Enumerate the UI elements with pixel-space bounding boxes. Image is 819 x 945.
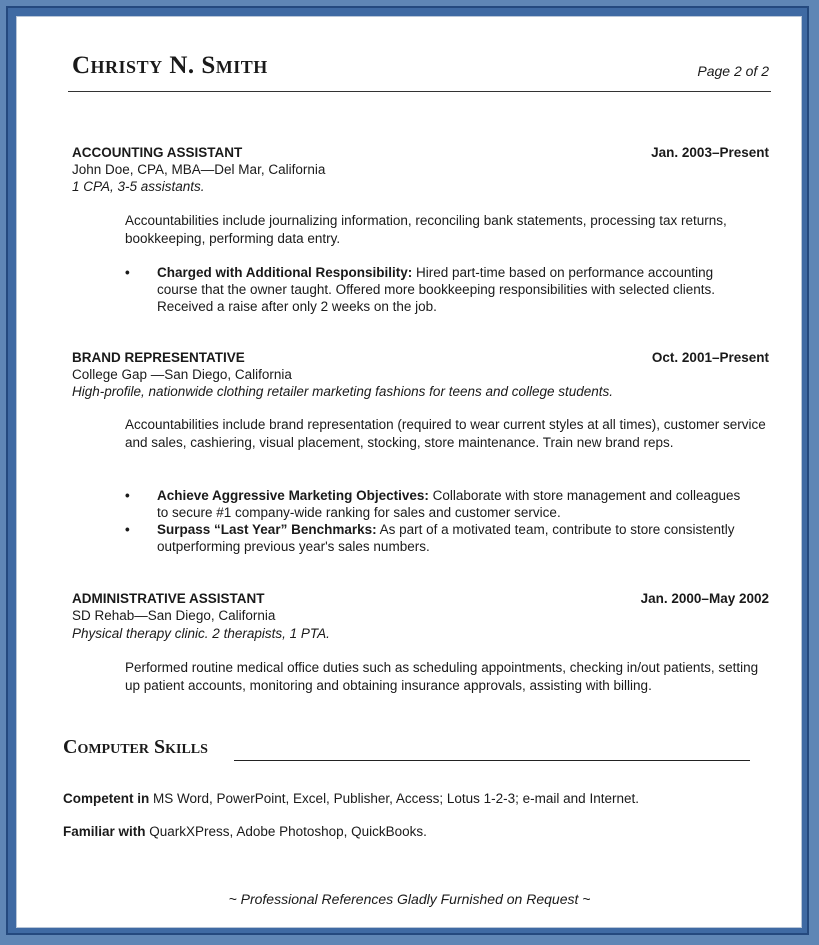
bullet-text: Collaborate with store management and colleagues to secure #1 company-wide ranking for sales and customer service. [157, 488, 741, 520]
job-title: BRAND REPRESENTATIVE [72, 350, 245, 365]
job-description: Performed routine medical office duties such as scheduling appointments, checking in/out patients, setting up patient accounts, monitoring and obtaining insurance approvals, assisting with billing. [125, 660, 759, 693]
header-divider [68, 91, 771, 92]
bullet-heading: Charged with Additional Responsibility: [157, 265, 413, 280]
skill-familiar [63, 824, 427, 839]
section-heading-computer-skills: Computer Skills [63, 736, 208, 758]
job-bullet [125, 521, 770, 557]
skill-competent [63, 791, 639, 806]
job-note: Physical therapy clinic. 2 therapists, 1 PTA. [72, 626, 330, 641]
bullet-icon: • [125, 265, 130, 280]
job-employer: SD Rehab—San Diego, California [72, 608, 276, 623]
skill-text: QuarkXPress, Adobe Photoshop, QuickBooks. [145, 824, 427, 839]
job-dates: Jan. 2000–May 2002 [640, 591, 769, 606]
skill-label: Familiar with [63, 824, 146, 839]
section-divider [234, 760, 750, 761]
page-number: Page 2 of 2 [697, 63, 769, 79]
candidate-name: Christy N. Smith [72, 52, 268, 79]
job-bullet [125, 264, 770, 318]
bullet-body [157, 264, 747, 315]
references-footer: ~ Professional References Gladly Furnished on Request ~ [228, 891, 591, 907]
bullet-text: Hired part-time based on performance accounting course that the owner taught. Offered more bookkeeping responsibilities with selected clients. Received a raise after only 2 weeks on the job. [157, 265, 716, 314]
job-dates: Jan. 2003–Present [651, 145, 769, 160]
bullet-text: As part of a motivated team, contribute to store consistently outperforming previous year's sales numbers. [157, 522, 735, 554]
job-description: Accountabilities include journalizing information, reconciling bank statements, processing tax returns, bookkeeping, performing data entry. [125, 213, 727, 246]
bullet-icon: • [125, 522, 130, 537]
job-title: ACCOUNTING ASSISTANT [72, 145, 243, 160]
job-employer: College Gap —San Diego, California [72, 367, 292, 382]
bullet-icon: • [125, 488, 130, 503]
job-description: Accountabilities include brand representation (required to wear current styles at all times), customer service and sales, cashiering, visual placement, stocking, store maintenance. Train new brand reps. [125, 417, 766, 450]
job-dates: Oct. 2001–Present [651, 350, 769, 365]
job-employer: John Doe, CPA, MBA—Del Mar, California [72, 162, 326, 177]
bullet-heading: Achieve Aggressive Marketing Objectives: [157, 488, 429, 503]
bullet-body [157, 487, 747, 521]
job-note: High-profile, nationwide clothing retailer marketing fashions for teens and college students. [72, 384, 614, 399]
job-note: 1 CPA, 3-5 assistants. [72, 179, 205, 194]
skill-label: Competent in [63, 791, 150, 806]
job-bullet [125, 487, 770, 523]
bullet-heading: Surpass “Last Year” Benchmarks: [157, 522, 377, 537]
skill-text: MS Word, PowerPoint, Excel, Publisher, Access; Lotus 1-2-3; e-mail and Internet. [149, 791, 639, 806]
bullet-body [157, 521, 747, 555]
job-title: ADMINISTRATIVE ASSISTANT [72, 591, 265, 606]
